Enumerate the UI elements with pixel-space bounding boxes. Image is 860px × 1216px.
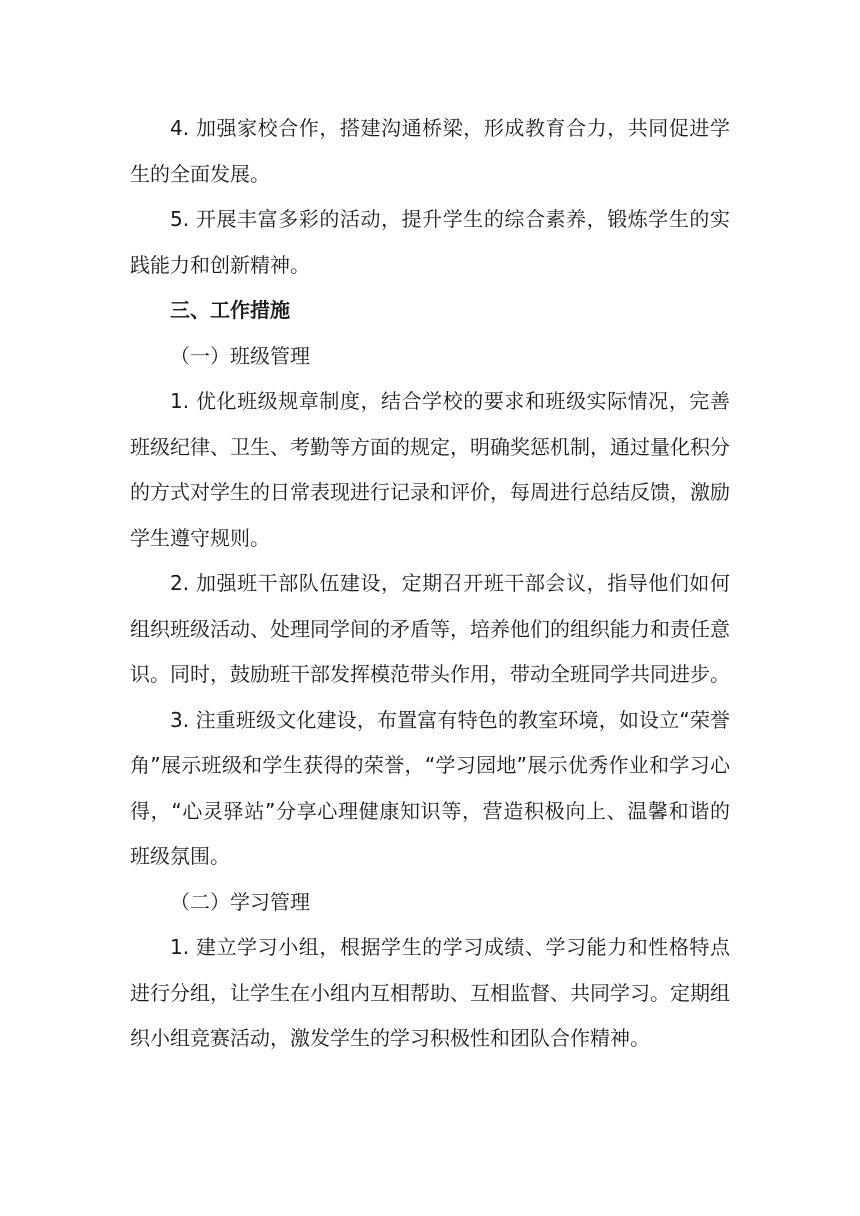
paragraph-item-5: 5. 开展丰富多彩的活动，提升学生的综合素养，锻炼学生的实践能力和创新精神。 [130,207,730,277]
paragraph-class-rules: 1. 优化班级规章制度，结合学校的要求和班级实际情况，完善班级纪律、卫生、考勤等方面的规定，明确奖惩机制，通过量化积分的方式对学生的日常表现进行记录和评价，每周进行总结反馈，激励学生遵守规则。 [130,389,730,550]
section-heading-work-measures: 三、工作措施 [170,298,290,322]
subsection-heading-study-management: （二）学习管理 [170,889,310,914]
paragraph-class-cadres: 2. 加强班干部队伍建设，定期召开班干部会议，指导他们如何组织班级活动、处理同学间的矛盾等，培养他们的组织能力和责任意识。同时，鼓励班干部发挥模范带头作用，带动全班同学共同进步。 [130,571,730,686]
paragraph-item-4: 4. 加强家校合作，搭建沟通桥梁，形成教育合力，共同促进学生的全面发展。 [130,116,730,186]
paragraph-class-culture: 3. 注重班级文化建设，布置富有特色的教室环境，如设立“荣誉角”展示班级和学生获得的荣誉，“学习园地”展示优秀作业和学习心得，“心灵驿站”分享心理健康知识等，营造积极向上、温馨和谐的班级氛围。 [130,707,730,868]
document-body [130,106,730,1062]
paragraph-study-groups: 1. 建立学习小组，根据学生的学习成绩、学习能力和性格特点进行分组，让学生在小组内互相帮助、互相监督、共同学习。定期组织小组竞赛活动，激发学生的学习积极性和团队合作精神。 [130,935,730,1050]
subsection-heading-class-management: （一）班级管理 [170,343,310,368]
